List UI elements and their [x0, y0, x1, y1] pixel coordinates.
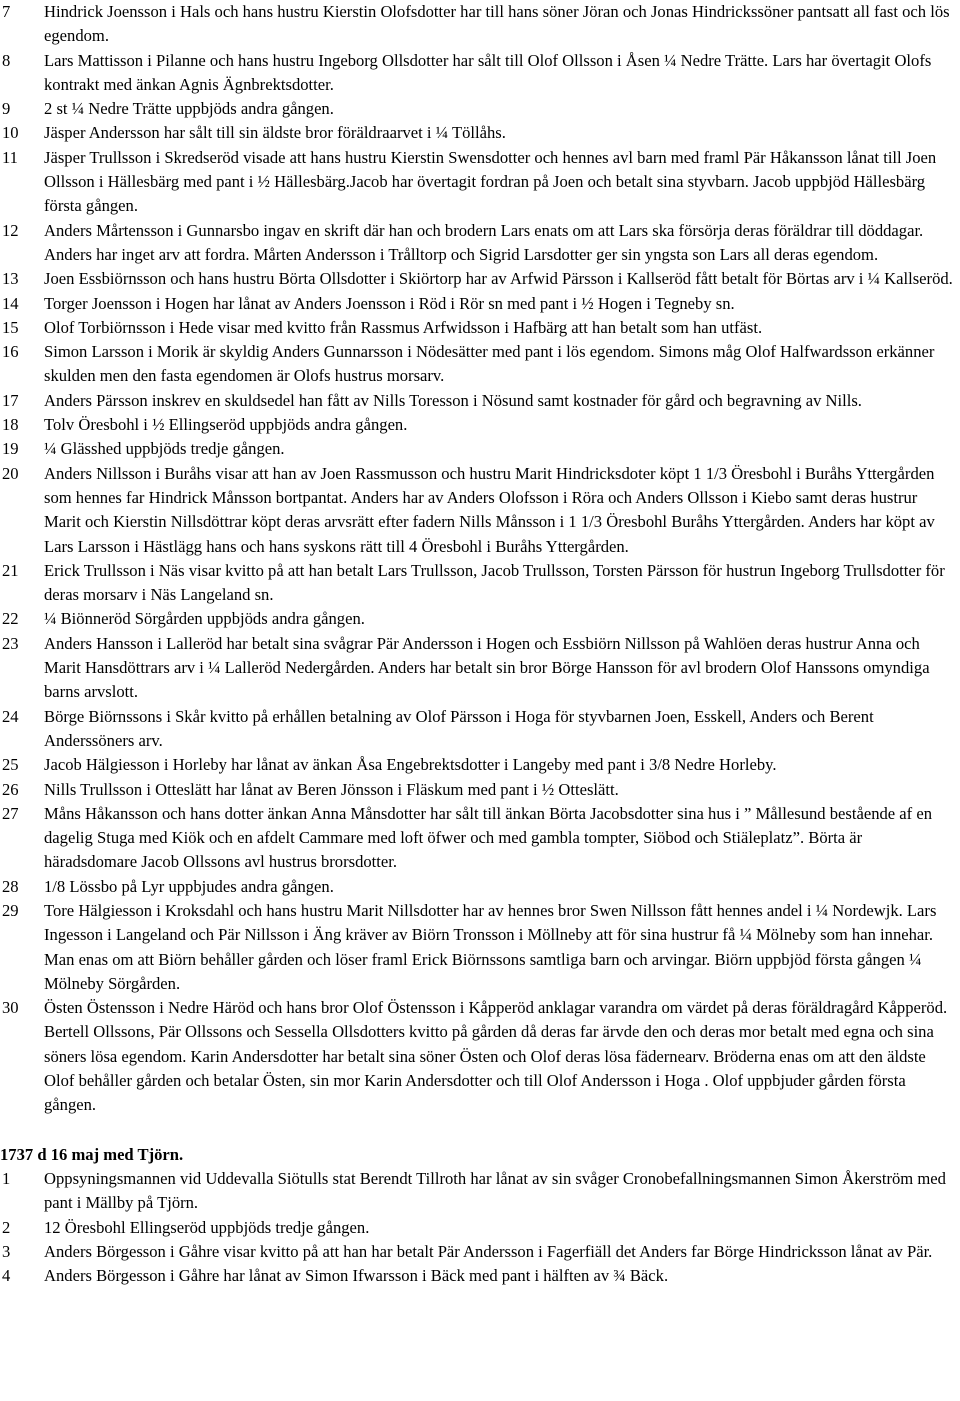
- entry-text: Anders Nillsson i Buråhs visar att han av Joen Rassmusson och hustru Marit Hindricksdoter köpt 1 1/3 Öresbohl i Buråhs Yttergården som hennes far Hindrick Månsson bortpantat. Anders har av Anders Olofsson i Röra och Anders Ollsson i Kiebo samt deras hustrur Marit och Kierstin Nillsdöttrar köpt deras arvsrätt efter fadern Nills Månsson i 1 1/3 Öresbohl Buråhs Yttergården. Anders har köpt av Lars Larsson i Hästlägg hans och hans syskons rätt till 4 Öresbohl i Buråhs Yttergården.: [44, 463, 935, 556]
- record-entry: [0, 1167, 960, 1216]
- entry-text: ¼ Glässhed uppbjöds tredje gången.: [44, 439, 285, 459]
- record-entry: [0, 705, 960, 754]
- entry-number: 17: [2, 390, 19, 410]
- entry-number: 21: [2, 560, 19, 580]
- entry-number: 14: [2, 293, 19, 313]
- entry-number: 10: [2, 123, 19, 143]
- record-entry: [0, 49, 960, 98]
- entry-text: ¼ Biönneröd Sörgården uppbjöds andra gången.: [44, 609, 365, 629]
- entry-text: Anders Pärsson inskrev en skuldsedel han fått av Nills Toresson i Nösund samt kostnader för gård och begravning av Nills.: [44, 390, 862, 410]
- entry-number: 26: [2, 779, 19, 799]
- entry-text: 12 Öresbohl Ellingseröd uppbjöds tredje gången.: [44, 1217, 370, 1237]
- record-entry: [0, 559, 960, 608]
- entry-text: Östen Östensson i Nedre Häröd och hans bror Olof Östensson i Kåpperöd anklagar varandra om värdet på deras föräldragård Kåpperöd. Bertell Ollssons, Pär Ollssons och Sessella Ollsdotters kvitto på gården då deras far ärvde den och deras mor betalt med egna och sina söners lösa egendom. Karin Andersdotter har betalt sina söner Östen och Olof deras lösa fädernearv. Bröderna enas om att den äldste Olof behåller gården och betalar Östen, sin mor Karin Andersdotter och till Olof Andersson i Hoga . Olof uppbjuder gården första gången.: [44, 998, 948, 1115]
- record-entry: [0, 875, 960, 899]
- entry-text: Anders Mårtensson i Gunnarsbo ingav en skrift där han och brodern Lars enats om att Lars ska försörja deras föräldrar till döddagar. Anders har inget arv att fordra. Mårten Andersson i Trålltorp och Sigrid Larsdotter ger sin yngsta son Lars all deras egendom.: [44, 220, 924, 264]
- record-entry: [0, 413, 960, 437]
- entry-number: 8: [2, 50, 11, 70]
- entry-number: 9: [2, 99, 11, 119]
- entry-text: Jäsper Andersson har sålt till sin äldste bror föräldraarvet i ¼ Töllåhs.: [44, 123, 506, 143]
- record-entry: [0, 340, 960, 389]
- entry-number: 2: [2, 1217, 11, 1237]
- entry-text: Måns Håkansson och hans dotter änkan Anna Månsdotter har sålt till änkan Börta Jacobsdotter sina hus i ” Mållesund bestående af en dagelig Stuga med Kiök och en afdelt Cammare med loft öfwer och med gambla tompter, Siöbod och Stiäleplatz”. Börta är häradsdomare Jacob Ollssons avl hustrus brorsdotter.: [44, 803, 933, 872]
- entry-text: Anders Hansson i Lalleröd har betalt sina svågrar Pär Andersson i Hogen och Essbiörn Nillsson på Wahlöen deras hustrur Anna och Marit Hansdöttrars arv i ¼ Lalleröd Nedergården. Anders har betalt sin bror Börge Hansson för avl brodern Olof Hanssons omyndiga barns arvslott.: [44, 633, 930, 702]
- entry-number: 15: [2, 317, 19, 337]
- record-entry: [0, 778, 960, 802]
- session-entry-list: [0, 1167, 960, 1288]
- entry-number: 16: [2, 342, 19, 362]
- record-entry: [0, 996, 960, 1117]
- record-entry: [0, 462, 960, 559]
- entry-number: 22: [2, 609, 19, 629]
- entry-text: 1/8 Lössbo på Lyr uppbjudes andra gången.: [44, 876, 334, 896]
- record-entry: [0, 1216, 960, 1240]
- entry-text: Anders Börgesson i Gåhre visar kvitto på att han har betalt Pär Andersson i Fagerfiäll det Anders far Börge Hindricksson lånat av Pär.: [44, 1241, 933, 1261]
- record-entry: [0, 899, 960, 996]
- session-heading: 1737 d 16 maj med Tjörn.: [0, 1144, 184, 1164]
- entry-number: 25: [2, 755, 19, 775]
- entry-text: Joen Essbiörnsson och hans hustru Börta Ollsdotter i Skiörtorp har av Arfwid Pärsson i Kallseröd fått betalt för Börtas arv i ¼ Kallseröd.: [44, 269, 953, 289]
- entry-number: 4: [2, 1266, 11, 1286]
- entry-number: 28: [2, 876, 19, 896]
- entry-number: 20: [2, 463, 19, 483]
- record-entry: [0, 316, 960, 340]
- record-entry: [0, 0, 960, 49]
- record-entry: [0, 802, 960, 875]
- record-entry: [0, 146, 960, 219]
- entry-text: Börge Biörnssons i Skår kvitto på erhållen betalning av Olof Pärsson i Hoga för styvbarnen Joen, Esskell, Anders och Berent Anderssöners arv.: [44, 706, 874, 750]
- record-entry: [0, 632, 960, 705]
- record-entry: [0, 121, 960, 145]
- entry-text: Erick Trullsson i Näs visar kvitto på att han betalt Lars Trullsson, Jacob Trullsson, Torsten Pärsson för hustrun Ingeborg Trullsdotter för deras morsarv i Näs Langeland sn.: [44, 560, 945, 605]
- entry-number: 12: [2, 220, 19, 240]
- entry-number: 11: [2, 147, 18, 167]
- entry-text: 2 st ¼ Nedre Trätte uppbjöds andra gången.: [44, 99, 334, 119]
- entry-number: 1: [2, 1168, 11, 1188]
- entry-text: Oppsyningsmannen vid Uddevalla Siötulls stat Berendt Tillroth har lånat av sin svåger Cronobefallningsmannen Simon Åkerström med pant i Mällby på Tjörn.: [44, 1168, 946, 1213]
- record-entry: [0, 607, 960, 631]
- record-entry: [0, 1264, 960, 1288]
- entry-text: Simon Larsson i Morik är skyldig Anders Gunnarsson i Nödesätter med pant i lös egendom. Simons måg Olof Halfwardsson erkänner skulden men den fasta egendomen är Olofs hustrus morsarv.: [44, 342, 935, 386]
- record-entry: [0, 219, 960, 268]
- record-entry: [0, 97, 960, 121]
- record-entry: [0, 292, 960, 316]
- entry-text: Olof Torbiörnsson i Hede visar med kvitto från Rassmus Arfwidsson i Hafbärg att han betalt som han utfäst.: [44, 317, 763, 337]
- entry-number: 13: [2, 269, 19, 289]
- entry-text: Lars Mattisson i Pilanne och hans hustru Ingeborg Ollsdotter har sålt till Olof Ollsson i Åsen ¼ Nedre Trätte. Lars har övertagit Olofs kontrakt med änkan Agnis Ägnbrektsdotter.: [44, 50, 932, 94]
- entry-text: Jäsper Trullsson i Skredseröd visade att hans hustru Kierstin Swensdotter och hennes avl barn med framl Pär Håkansson lånat till Joen Ollsson i Hällesbärg med pant i ½ Hällesbärg.Jacob har övertagit fordran på Joen och betalt sina styvbarn. Jacob uppbjöd Hällesbärg första gången.: [44, 147, 937, 216]
- entry-number: 18: [2, 415, 19, 435]
- entry-number: 27: [2, 803, 19, 823]
- record-entry: [0, 437, 960, 461]
- entry-number: 29: [2, 900, 19, 920]
- entry-number: 7: [2, 2, 11, 21]
- entry-number: 23: [2, 633, 19, 653]
- entry-text: Tore Hälgiesson i Kroksdahl och hans hustru Marit Nillsdotter har av hennes bror Swen Nillsson fått hennes andel i ¼ Nordewjk. Lars Ingesson i Langeland och Pär Nillsson i Äng kräver av Biörn Tronsson i Möllneby att för sina hustrur få ¼ Mölneby som han innehar. Man enas om att Biörn behåller gården och löser framl Erick Biörnssons samtliga barn och arvingar. Biörn uppbjöd första gången ¼ Mölneby Sörgården.: [44, 900, 937, 993]
- entry-text: Jacob Hälgiesson i Horleby har lånat av änkan Åsa Engebrektsdotter i Langeby med pant i 3/8 Nedre Horleby.: [44, 755, 777, 775]
- record-entry: [0, 389, 960, 413]
- entry-number: 30: [2, 998, 19, 1018]
- record-entry: [0, 753, 960, 777]
- entry-text: Torger Joensson i Hogen har lånat av Anders Joensson i Röd i Rör sn med pant i ½ Hogen i Tegneby sn.: [44, 293, 735, 313]
- entry-text: Nills Trullsson i Otteslätt har lånat av Beren Jönsson i Fläskum med pant i ½ Otteslätt.: [44, 779, 619, 799]
- record-entry: [0, 1240, 960, 1264]
- record-entry: [0, 267, 960, 291]
- entry-text: Hindrick Joensson i Hals och hans hustru Kierstin Olofsdotter har till hans söner Jöran och Jonas Hindrickssöner pantsatt all fast och lös egendom.: [44, 2, 950, 46]
- entry-text: Anders Börgesson i Gåhre har lånat av Simon Ifwarsson i Bäck med pant i hälften av ¾ Bäck.: [44, 1266, 669, 1286]
- entry-text: Tolv Öresbohl i ½ Ellingseröd uppbjöds andra gången.: [44, 415, 408, 435]
- entry-number: 24: [2, 706, 19, 726]
- entry-number: 19: [2, 439, 19, 459]
- entry-number: 3: [2, 1241, 11, 1261]
